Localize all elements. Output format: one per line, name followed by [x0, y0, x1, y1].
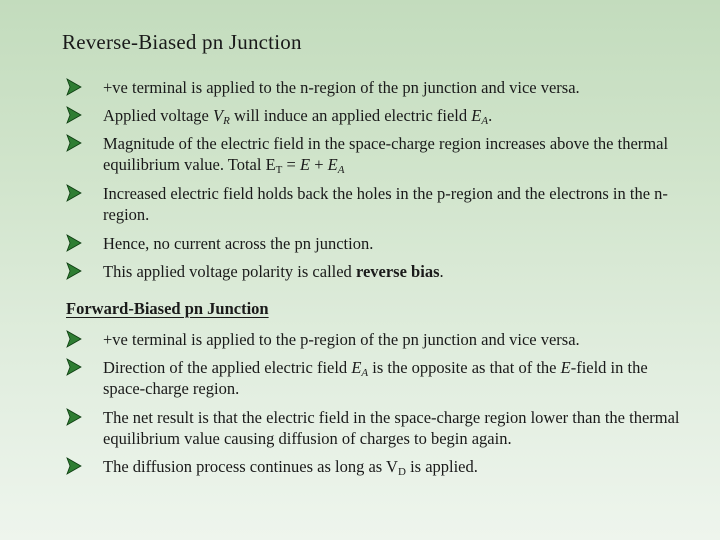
bullet-text: Direction of the applied electric field $E_A$ is the opposite as that of the E-field in the space-charge region. — [103, 358, 648, 398]
bullet-arrow-icon — [66, 134, 82, 152]
bullet-text: Magnitude of the electric field in the space-charge region increases above the thermal equilibrium value. Total $E_T = E + E_A$ — [103, 134, 669, 176]
section-heading: Forward-Biased pn Junction — [66, 299, 269, 318]
bullet-arrow-icon — [66, 78, 82, 96]
bullet-text: Applied voltage $V_R$ will induce an applied electric field $E_A$. — [103, 106, 493, 127]
bullet-arrow-icon — [66, 358, 82, 376]
bullet-arrow-icon — [66, 262, 82, 280]
bullet-text: The net result is that the electric field in the space-charge region lower than the thermal equilibrium value causing diffusion of charges to begin again. — [103, 408, 680, 448]
bullet-text: Hence, no current across the pn junction. — [103, 234, 374, 253]
slide-title: Reverse-Biased pn Junction — [62, 30, 302, 54]
bullet-arrow-icon — [66, 457, 82, 475]
reverse-bias-term: reverse bias — [355, 262, 440, 281]
bullet-text: +ve terminal is applied to the p-region of the pn junction and vice versa. — [103, 330, 580, 349]
bullet-arrow-icon — [66, 234, 82, 252]
bullet-text: The diffusion process continues as long as $V_D$ is applied. — [103, 457, 478, 478]
bullet-arrow-icon — [66, 106, 82, 124]
bullet-text: This applied voltage polarity is called reverse bias. — [103, 262, 444, 281]
bullet-arrow-icon — [66, 330, 82, 348]
bullet-text: Increased electric field holds back the holes in the p-region and the electrons in the n-region. — [103, 184, 668, 224]
bullet-text: +ve terminal is applied to the n-region of the pn junction and vice versa. — [103, 78, 580, 97]
bullet-arrow-icon — [66, 408, 82, 426]
bullet-arrow-icon — [66, 184, 82, 202]
